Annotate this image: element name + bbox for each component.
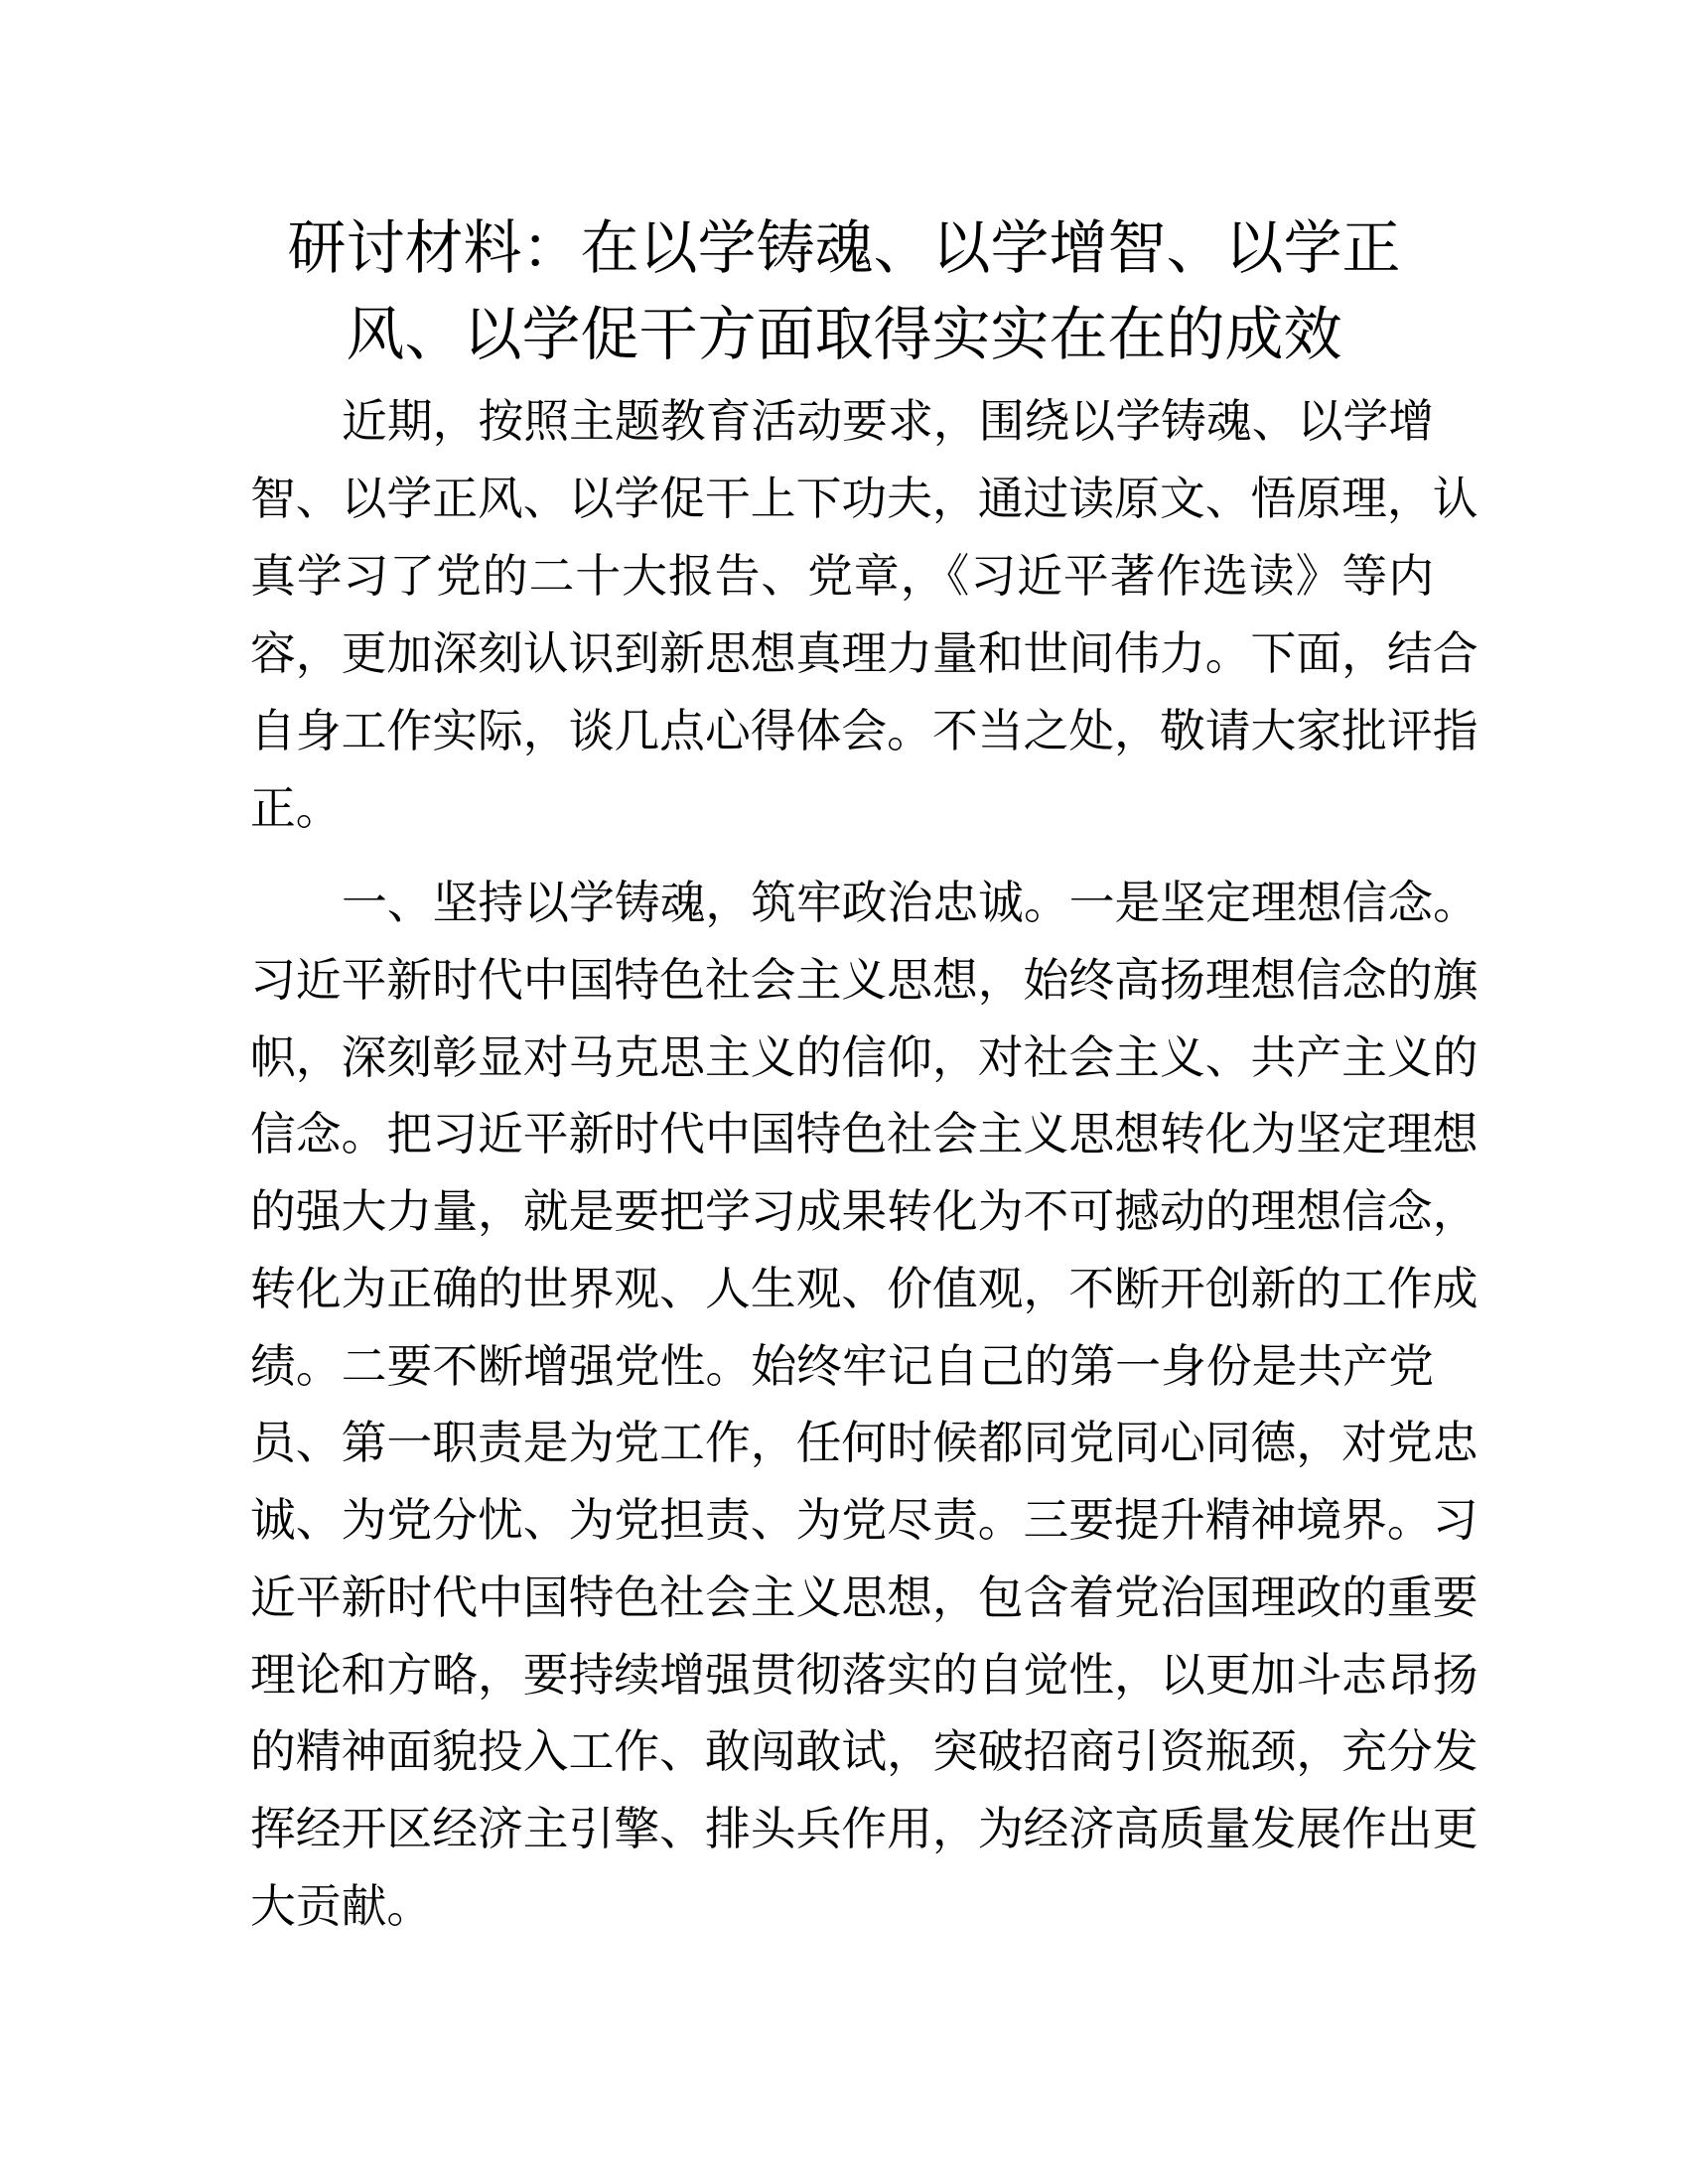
title-line-1: 研讨材料：在以学铸魂、以学增智、以学正 [287, 213, 1401, 282]
body-line: 近期，按照主题教育活动要求，围绕以学铸魂、以学增 [342, 394, 1434, 448]
body-line: 近平新时代中国特色社会主义思想，包含着党治国理政的重要 [250, 1570, 1478, 1624]
body-line: 正。 [250, 781, 342, 835]
title-line-2: 风、以学促干方面取得实实在在的成效 [346, 300, 1342, 368]
body-line: 绩。二要不断增强党性。始终牢记自己的第一身份是共产党 [250, 1339, 1434, 1393]
body-line: 帜，深刻彰显对马克思主义的信仰，对社会主义、共产主义的 [250, 1030, 1478, 1084]
body-line: 真学习了党的二十大报告、党章，《习近平著作选读》等内 [250, 549, 1434, 603]
section-heading-line: 一、坚持以学铸魂，筑牢政治忠诚。一是坚定理想信念。 [342, 876, 1478, 929]
body-line: 理论和方略，要持续增强贯彻落实的自觉性，以更加斗志昂扬 [250, 1648, 1478, 1702]
body-line: 大贡献。 [250, 1879, 433, 1933]
body-line: 转化为正确的世界观、人生观、价值观，不断开创新的工作成 [250, 1262, 1478, 1315]
body-line: 自身工作实际，谈几点心得体会。不当之处，敬请大家批评指 [250, 704, 1478, 757]
body-line: 员、第一职责是为党工作，任何时候都同党同心同德，对党忠 [250, 1416, 1478, 1469]
body-line: 信念。把习近平新时代中国特色社会主义思想转化为坚定理想 [250, 1107, 1478, 1160]
body-line: 的强大力量，就是要把学习成果转化为不可撼动的理想信念， [250, 1184, 1478, 1238]
body-line: 的精神面貌投入工作、敢闯敢试，突破招商引资瓶颈，充分发 [250, 1724, 1478, 1778]
body-line: 习近平新时代中国特色社会主义思想，始终高扬理想信念的旗 [250, 953, 1478, 1007]
body-line: 智、以学正风、以学促干上下功夫，通过读原文、悟原理，认 [250, 472, 1478, 525]
body-line: 挥经开区经济主引擎、排头兵作用，为经济高质量发展作出更 [250, 1802, 1478, 1855]
body-line: 诚、为党分忧、为党担责、为党尽责。三要提升精神境界。习 [250, 1493, 1478, 1547]
body-line: 容，更加深刻认识到新思想真理力量和世间伟力。下面，结合 [250, 626, 1478, 680]
